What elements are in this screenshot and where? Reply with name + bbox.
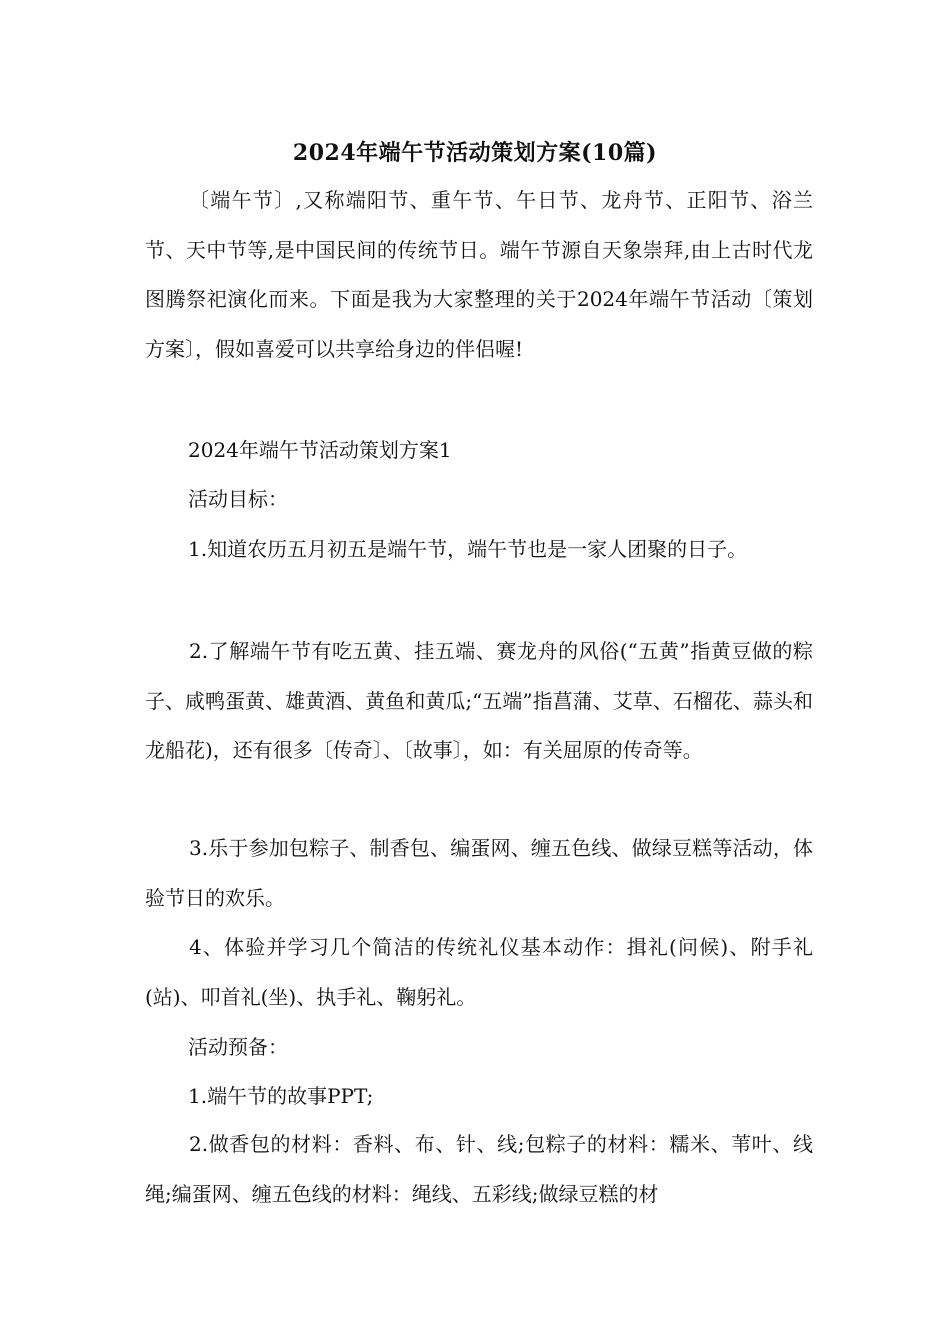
goal-item-1: 1.知道农历五月初五是端午节，端午节也是一家人团聚的日子。 [188,537,748,561]
goal-item-4: 4、体验并学习几个简洁的传统礼仪基本动作：揖礼(问候)、附手礼(站)、叩首礼(坐)、执手礼、鞠躬礼。 [145,935,813,1009]
prep-item-2: 2.做香包的材料：香料、布、针、线;包粽子的材料：糯米、苇叶、线绳;编蛋网、缠五色线的材料：绳线、五彩线;做绿豆糕的材 [145,1132,813,1206]
prep-item-1: 1.端午节的故事PPT; [188,1084,374,1108]
goal-item-3: 3.乐于参加包粽子、制香包、编蛋网、缠五色线、做绿豆糕等活动，体验节日的欢乐。 [145,836,813,910]
goal-item-2: 2.了解端午节有吃五黄、挂五端、赛龙舟的风俗(“五黄”指黄豆做的粽子、咸鸭蛋黄、雄黄酒、黄鱼和黄瓜;“五端”指菖蒲、艾草、石榴花、蒜头和龙船花)，还有很多〔传奇〕、〔故事〕，如：有关屈原的传奇等。 [145,639,813,762]
section-heading: 2024年端午节活动策划方案1 [188,438,452,462]
goals-label: 活动目标： [188,487,288,511]
intro-paragraph: 〔端午节〕,又称端阳节、重午节、午日节、龙舟节、正阳节、浴兰节、天中节等,是中国民间的传统节日。端午节源自天象崇拜,由上古时代龙图腾祭祀演化而来。下面是我为大家整理的关于2024年端午节活动〔策划方案〕，假如喜爱可以共享给身边的伴侣喔! [145,188,813,361]
document-title: 2024年端午节活动策划方案(10篇) [292,140,658,166]
prep-label: 活动预备： [188,1035,288,1059]
